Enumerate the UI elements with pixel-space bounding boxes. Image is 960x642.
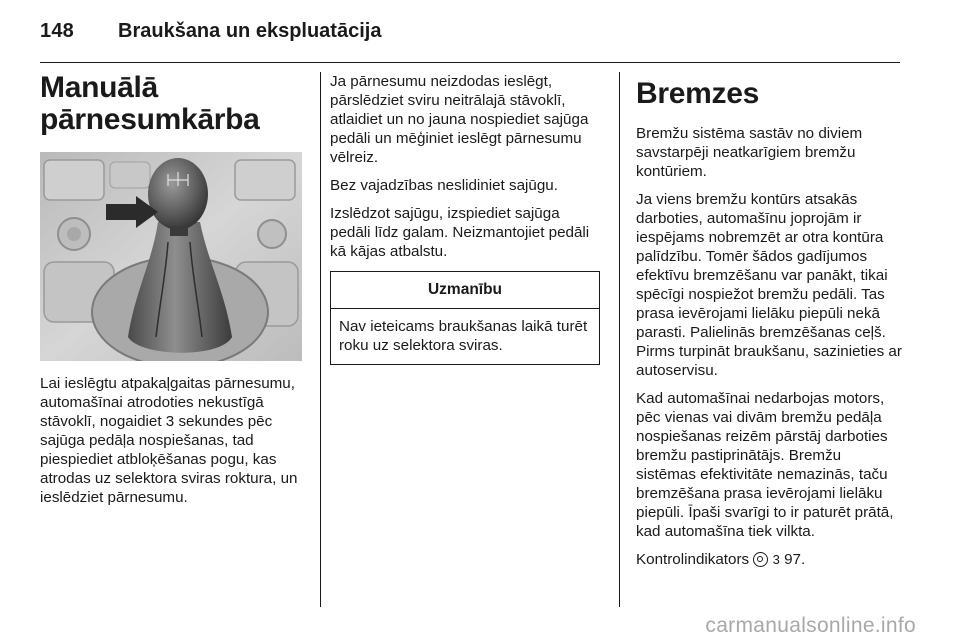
paragraph-brake-circuit: Ja viens bremžu kontūrs atsakās darboties, automašīnu joprojām ir iespējams nobremzēt ar otra kontūra palīdzību. Tomēr šādos gadījumos efektīvu bremzēšanu var panākt, tikai spēcīgi nospiežot bremžu pedāli. Tas prasa ievērojami lielāku piepūli nekā parasti. Palielinās bremzēšanas ceļš. Pirms turpināt braukšanu, sazinieties ar autoservisu. [636, 191, 902, 379]
title-line-1: Manuālā [40, 71, 158, 104]
section-title-brakes: Bremzes [636, 77, 759, 110]
warning-text: Nav ieteicams braukšanas laikā turēt roku uz selektora sviras. [339, 318, 588, 354]
column-brakes [636, 72, 902, 569]
paragraph-clutch-pedal: Izslēdzot sajūgu, izspiediet sajūga pedāli līdz galam. Neizmantojiet pedāli kā kājas atbalstu. [330, 205, 590, 260]
paragraph-brake-system: Bremžu sistēma sastāv no diviem savstarpēji neatkarīgiem bremžu kontūriem. [636, 125, 863, 180]
paragraph-reverse-gear: Lai ieslēgtu atpakaļgaitas pārnesumu, automašīnai atrodoties nekustīgā stāvoklī, nogaidiet 3 sekundes pēc sajūga pedāļa nospiešanas, tad piespiediet atbloķēšanas pogu, kas atrodas uz selektora sviras roktura, un ieslēdziet pārnesumu. [40, 375, 298, 506]
paragraph-gear-engage: Ja pārnesumu neizdodas ieslēgt, pārslēdziet sviru neitrālajā stāvoklī, atlaidiet un no jauna nospiediet sajūga pedāli un mēģiniet ieslēgt pārnesumu vēlreiz. [330, 73, 589, 166]
indicator-label: Kontrolindikators [636, 551, 750, 568]
page-number: 148 [40, 20, 74, 42]
paragraph-clutch-slip: Bez vajadzības neslidiniet sajūgu. [330, 177, 558, 194]
column-clutch [330, 72, 602, 365]
chapter-title: Braukšana un ekspluatācija [118, 20, 382, 42]
page-ref-arrow-icon: 3 [772, 552, 780, 567]
paragraph-brake-booster: Kad automašīnai nedarbojas motors, pēc vienas vai divām bremžu pedāļa nospiešanas reizēm pārstāj darboties bremžu pastiprinātājs. Bremžu sistēmas efektivitāte nemazinās, taču bremzēšana prasa ievērojami lielāku piepūli. Īpaši svarīgi to ir paturēt prātā, kad automašīna tiek vilkta. [636, 390, 894, 540]
column-divider-1 [320, 72, 321, 607]
column-manual-gearbox [40, 72, 306, 136]
brake-indicator-icon [753, 552, 768, 567]
reverse-gear-text [40, 374, 306, 507]
title-line-2: pārnesumkārba [40, 103, 260, 136]
column-divider-2 [619, 72, 620, 607]
indicator-reference [636, 550, 902, 569]
warning-title: Uzmanību [331, 272, 599, 309]
page-header [40, 14, 900, 63]
warning-box [330, 271, 600, 365]
page-reference: 97. [784, 551, 806, 568]
watermark: carmanualsonline.info [705, 614, 916, 637]
section-title-manual-gearbox [40, 72, 306, 136]
gear-lever-photo [40, 152, 302, 361]
